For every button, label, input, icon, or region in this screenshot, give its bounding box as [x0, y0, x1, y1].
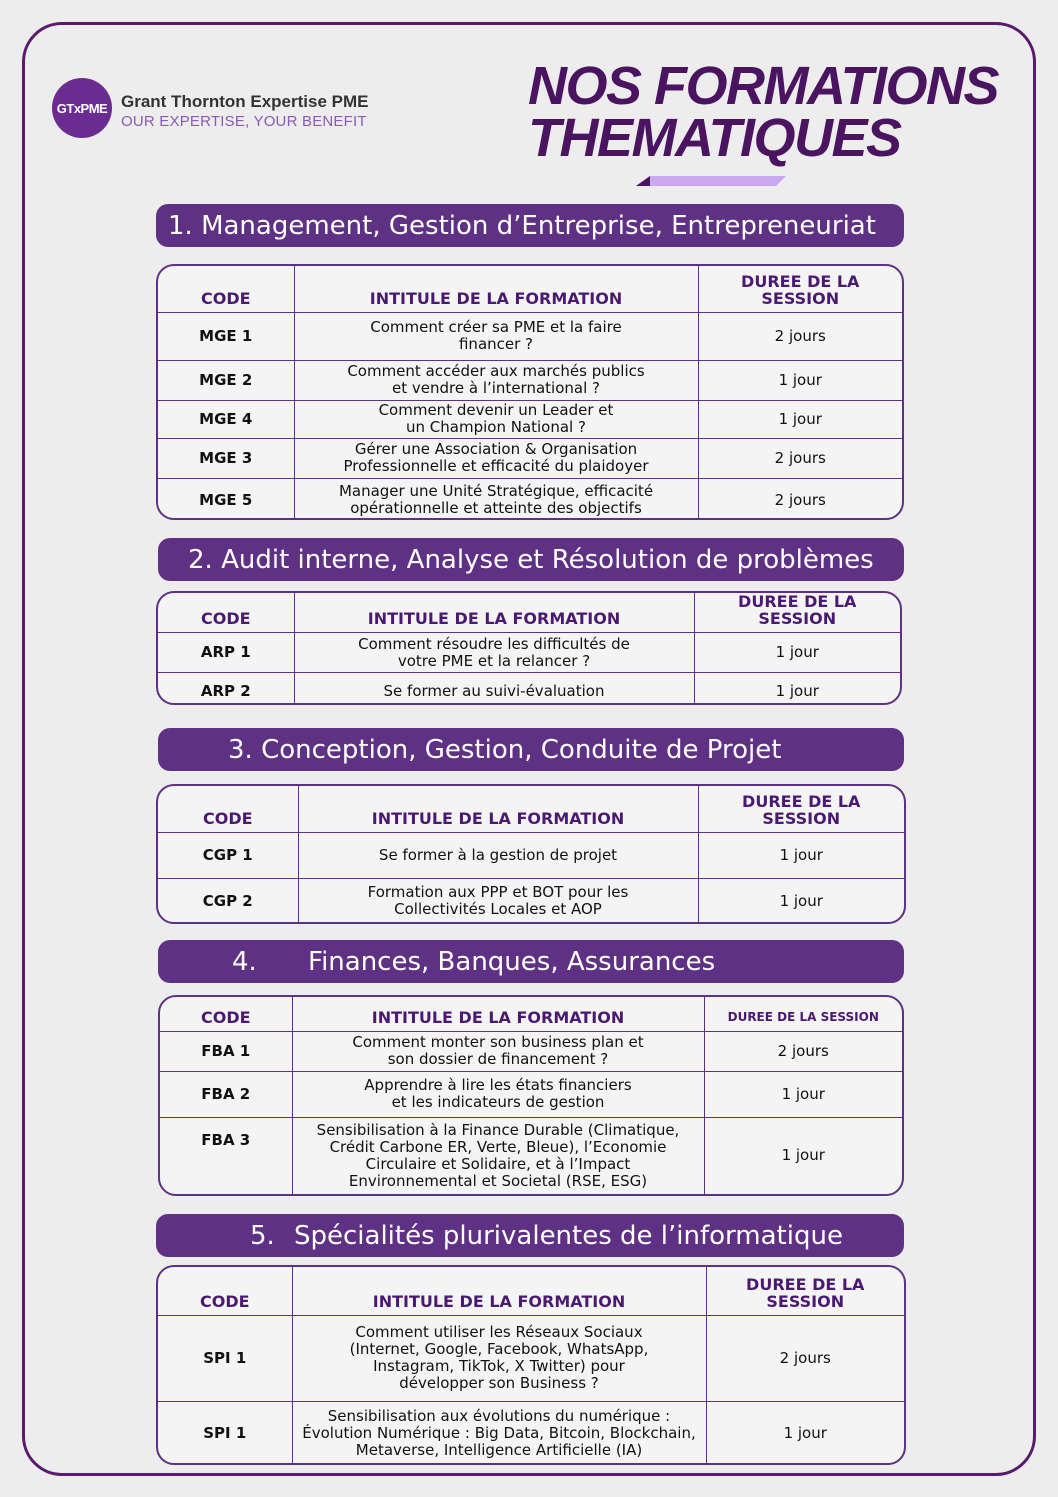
row-duration: 1 jour — [704, 1071, 902, 1117]
row-duration: 1 jour — [698, 360, 902, 400]
section-4-table — [158, 995, 904, 1196]
row-code: CGP 2 — [158, 878, 298, 924]
section-2-table — [156, 591, 902, 705]
column-header-code: CODE — [158, 593, 294, 633]
row-code: MGE 5 — [158, 478, 294, 520]
column-header-duration: DUREE DE LA SESSION — [706, 1267, 904, 1315]
column-header-code: CODE — [158, 266, 294, 312]
table-row — [160, 1031, 902, 1071]
row-code: MGE 3 — [158, 438, 294, 478]
column-header-title: INTITULE DE LA FORMATION — [294, 593, 694, 633]
row-duration: 1 jour — [698, 878, 904, 924]
table-row — [158, 1401, 904, 1465]
column-header-title: INTITULE DE LA FORMATION — [292, 997, 704, 1031]
row-duration: 2 jours — [706, 1315, 904, 1401]
row-duration: 1 jour — [694, 633, 900, 673]
row-title: Sensibilisation aux évolutions du numérique : Évolution Numérique : Big Data, Bitcoin, Blockchain, Metaverse, Intelligence Artificielle (IA) — [292, 1401, 706, 1465]
row-title: Comment devenir un Leader et un Champion National ? — [294, 400, 698, 438]
column-header-title: INTITULE DE LA FORMATION — [298, 786, 698, 832]
table-row — [158, 400, 902, 438]
column-header-duration: DUREE DE LA SESSION — [694, 593, 900, 633]
brand-name: Grant Thornton Expertise PME — [121, 92, 369, 111]
row-code: FBA 2 — [160, 1071, 292, 1117]
section-5-heading: 5. Spécialités plurivalentes de l’informatique — [156, 1214, 904, 1257]
row-code: CGP 1 — [158, 832, 298, 878]
column-header-title: INTITULE DE LA FORMATION — [294, 266, 698, 312]
row-title: Comment résoudre les difficultés de votre PME et la relancer ? — [294, 633, 694, 673]
section-3-heading: 3. Conception, Gestion, Conduite de Projet — [158, 728, 904, 771]
table-row — [158, 312, 902, 360]
row-duration: 2 jours — [698, 478, 902, 520]
row-title: Formation aux PPP et BOT pour les Collectivités Locales et AOP — [298, 878, 698, 924]
row-duration: 1 jour — [704, 1117, 902, 1194]
brand-logo: GTxPME — [52, 78, 112, 138]
column-header-duration: DUREE DE LA SESSION — [704, 997, 902, 1031]
column-header-code: CODE — [158, 1267, 292, 1315]
table-row — [158, 1315, 904, 1401]
section-3-table — [156, 784, 906, 924]
row-code: FBA 1 — [160, 1031, 292, 1071]
row-duration: 2 jours — [698, 312, 902, 360]
page-title-line1: NOS FORMATIONS — [528, 56, 998, 116]
row-code: MGE 1 — [158, 312, 294, 360]
row-code: ARP 2 — [158, 673, 294, 706]
row-code: SPI 1 — [158, 1315, 292, 1401]
column-header-title: INTITULE DE LA FORMATION — [292, 1267, 706, 1315]
row-duration: 2 jours — [704, 1031, 902, 1071]
table-row — [160, 1117, 902, 1194]
row-code: MGE 4 — [158, 400, 294, 438]
brand-tagline: OUR EXPERTISE, YOUR BENEFIT — [121, 113, 367, 130]
section-4-heading: 4. Finances, Banques, Assurances — [158, 940, 904, 983]
table-row — [158, 878, 904, 924]
page-title-line2: THEMATIQUES — [528, 108, 901, 168]
row-title: Comment monter son business plan et son dossier de financement ? — [292, 1031, 704, 1071]
row-title: Comment utiliser les Réseaux Sociaux (Internet, Google, Facebook, WhatsApp, Instagram, TikTok, X Twitter) pour développer son Business ? — [292, 1315, 706, 1401]
column-header-duration: DUREE DE LA SESSION — [698, 786, 904, 832]
table-row — [158, 478, 902, 520]
column-header-duration: DUREE DE LA SESSION — [698, 266, 902, 312]
row-code: FBA 3 — [160, 1117, 292, 1194]
row-title: Gérer une Association & Organisation Professionnelle et efficacité du plaidoyer — [294, 438, 698, 478]
column-header-code: CODE — [160, 997, 292, 1031]
row-title: Manager une Unité Stratégique, efficacité opérationnelle et atteinte des objectifs — [294, 478, 698, 520]
row-duration: 1 jour — [694, 673, 900, 706]
row-duration: 1 jour — [698, 832, 904, 878]
page-title — [528, 56, 998, 168]
table-row — [160, 1071, 902, 1117]
section-1-heading: 1. Management, Gestion d’Entreprise, Entrepreneuriat — [156, 204, 904, 247]
row-title: Apprendre à lire les états financiers et les indicateurs de gestion — [292, 1071, 704, 1117]
table-row — [158, 832, 904, 878]
row-duration: 1 jour — [706, 1401, 904, 1465]
row-title: Comment accéder aux marchés publics et vendre à l’international ? — [294, 360, 698, 400]
row-code: SPI 1 — [158, 1401, 292, 1465]
table-row — [158, 438, 902, 478]
section-5-table — [156, 1265, 906, 1465]
section-1-table — [156, 264, 904, 520]
row-title: Se former au suivi-évaluation — [294, 673, 694, 706]
section-2-heading: 2. Audit interne, Analyse et Résolution de problèmes — [158, 538, 904, 581]
table-row — [158, 360, 902, 400]
row-duration: 2 jours — [698, 438, 902, 478]
title-underline-decoration — [636, 176, 786, 186]
table-row — [158, 673, 900, 706]
row-title: Comment créer sa PME et la faire financer ? — [294, 312, 698, 360]
column-header-code: CODE — [158, 786, 298, 832]
row-title: Sensibilisation à la Finance Durable (Climatique, Crédit Carbone ER, Verte, Bleue), l’Economie Circulaire et Solidaire, et à l’Impact Environnemental et Societal (RSE, ESG) — [292, 1117, 704, 1194]
table-row — [158, 633, 900, 673]
row-duration: 1 jour — [698, 400, 902, 438]
row-title: Se former à la gestion de projet — [298, 832, 698, 878]
row-code: MGE 2 — [158, 360, 294, 400]
row-code: ARP 1 — [158, 633, 294, 673]
